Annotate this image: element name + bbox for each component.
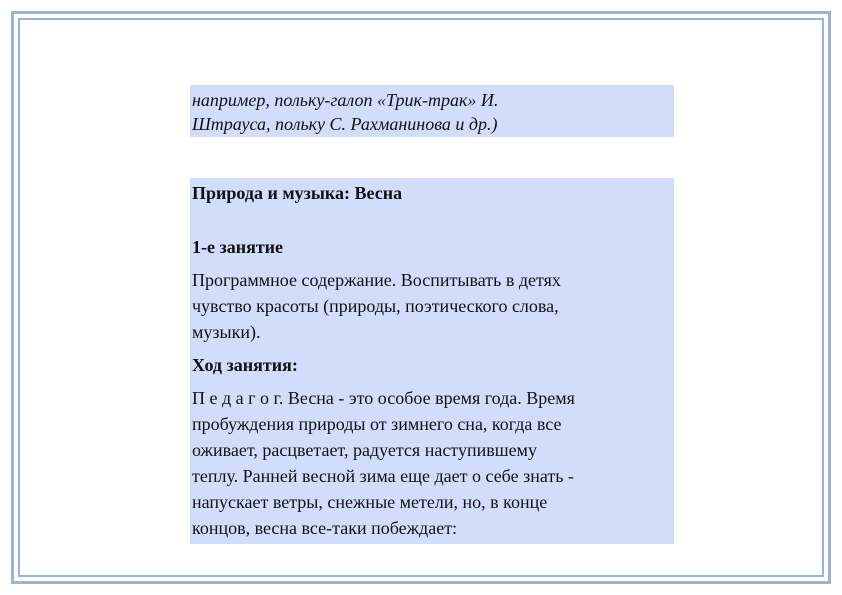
text-line: пробуждения природы от зимнего сна, когда все <box>192 414 562 434</box>
text-line: оживает, расцветает, радуется наступившему <box>192 440 537 460</box>
section-title: Природа и музыка: Весна <box>192 183 403 203</box>
teacher-paragraph <box>192 385 672 541</box>
intro-line: например, польку-галоп «Трик-трак» И. <box>192 90 499 110</box>
intro-text-block <box>190 85 674 137</box>
lesson-text-block <box>190 178 674 544</box>
text-line: теплу. Ранней весной зима еще дает о себе знать - <box>192 466 574 486</box>
text-line: музыки). <box>192 322 261 342</box>
text-line: чувство красоты (природы, поэтического слова, <box>192 296 559 316</box>
text-line: концов, весна все-таки побеждает: <box>192 518 458 538</box>
text-line: П е д а г о г. Весна - это особое время года. Время <box>192 388 575 408</box>
text-line: напускает ветры, снежные метели, но, в конце <box>192 492 548 512</box>
lesson-heading: 1-е занятие <box>192 237 284 257</box>
intro-line: Штрауса, польку С. Рахманинова и др.) <box>192 114 498 134</box>
program-content-paragraph <box>192 267 672 345</box>
course-heading: Ход занятия: <box>192 355 298 375</box>
text-line: Программное содержание. Воспитывать в детях <box>192 270 561 290</box>
